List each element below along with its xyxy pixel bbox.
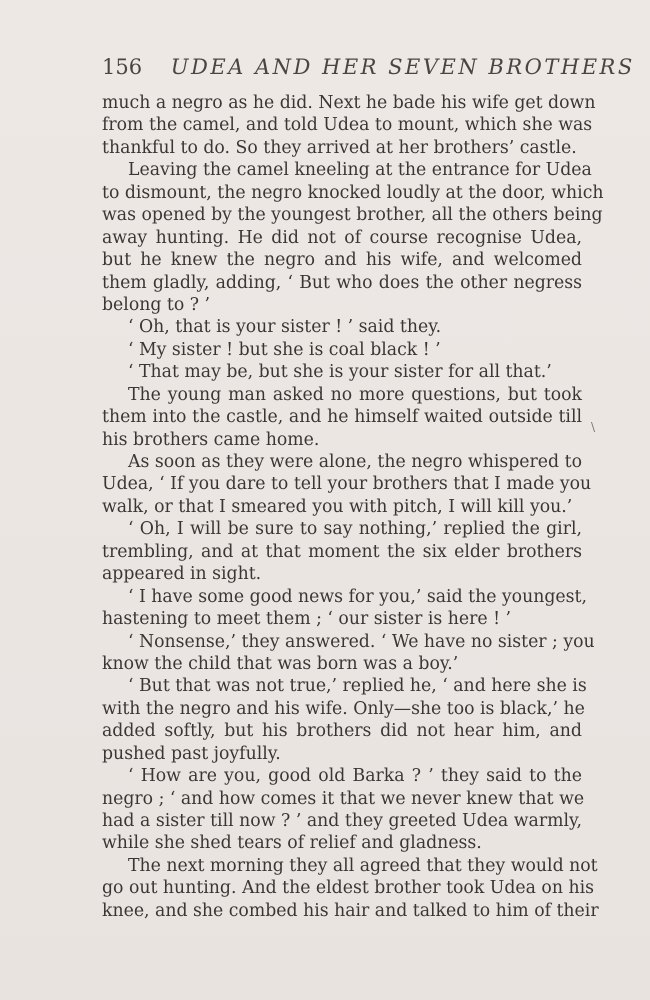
- text-line: ‘ But that was not true,’ replied he, ‘ and here she is: [128, 676, 587, 697]
- text-line: knee, and she combed his hair and talked to him of their: [102, 900, 599, 921]
- running-head: [102, 50, 635, 84]
- text-line: had a sister till now ? ’ and they greeted Udea warmly,: [102, 811, 582, 831]
- text-line: was opened by the youngest brother, all the others being: [102, 205, 603, 226]
- text-line: The young man asked no more questions, but took: [128, 384, 582, 405]
- text-line: from the camel, and told Udea to mount, which she was: [102, 115, 593, 136]
- body-text: [102, 92, 604, 922]
- text-line: ‘ Oh, I will be sure to say nothing,’ replied the girl,: [128, 519, 582, 540]
- chapter-title: UDEA AND HER SEVEN BROTHERS: [170, 55, 635, 79]
- text-line: with the negro and his wife. Only—she too is black,’ he: [102, 698, 585, 719]
- text-line: ‘ How are you, good old Barka ? ’ they said to the: [128, 766, 582, 787]
- margin-mark: \: [591, 420, 596, 434]
- text-line: ‘ Oh, that is your sister ! ’ said they.: [128, 317, 442, 338]
- text-line: to dismount, the negro knocked loudly at the door, which: [102, 182, 604, 203]
- text-line: negro ; ‘ and how comes it that we never knew that we: [102, 788, 585, 809]
- page-number: 156: [102, 55, 143, 79]
- text-line: go out hunting. And the eldest brother took Udea on his: [102, 878, 594, 899]
- text-line: Leaving the camel kneeling at the entrance for Udea: [128, 160, 592, 181]
- text-line: trembling, and at that moment the six elder brothers: [102, 541, 582, 562]
- text-line: ‘ That may be, but she is your sister for all that.’: [128, 362, 552, 383]
- text-line: Udea, ‘ If you dare to tell your brothers that I made you: [102, 474, 592, 495]
- text-line: ‘ Nonsense,’ they answered. ‘ We have no sister ; you: [128, 631, 595, 652]
- text-line: belong to ? ’: [102, 294, 210, 315]
- text-line: much a negro as he did. Next he bade his wife get down: [102, 93, 596, 113]
- text-line: them gladly, adding, ‘ But who does the other negress: [102, 272, 582, 293]
- text-line: As soon as they were alone, the negro whispered to: [128, 452, 582, 472]
- text-line: added softly, but his brothers did not hear him, and: [102, 721, 582, 742]
- text-line: know the child that was born was a boy.’: [102, 653, 459, 674]
- text-line: thankful to do. So they arrived at her brothers’ castle.: [102, 137, 577, 158]
- text-line: ‘ My sister ! but she is coal black ! ’: [128, 339, 441, 360]
- text-line: his brothers came home.: [102, 429, 320, 450]
- text-line: The next morning they all agreed that they would not: [128, 855, 598, 876]
- text-line: pushed past joyfully.: [102, 743, 281, 764]
- text-line: ‘ I have some good news for you,’ said the youngest,: [128, 586, 587, 607]
- text-line: walk, or that I smeared you with pitch, I will kill you.’: [102, 496, 573, 517]
- text-line: while she shed tears of relief and gladness.: [102, 833, 482, 854]
- text-line: but he knew the negro and his wife, and welcomed: [102, 250, 582, 271]
- text-line: hastening to meet them ; ‘ our sister is here ! ’: [102, 609, 512, 630]
- text-line: appeared in sight.: [102, 564, 262, 585]
- text-line: away hunting. He did not of course recognise Udea,: [102, 227, 582, 248]
- text-line: them into the castle, and he himself waited outside till: [102, 407, 582, 428]
